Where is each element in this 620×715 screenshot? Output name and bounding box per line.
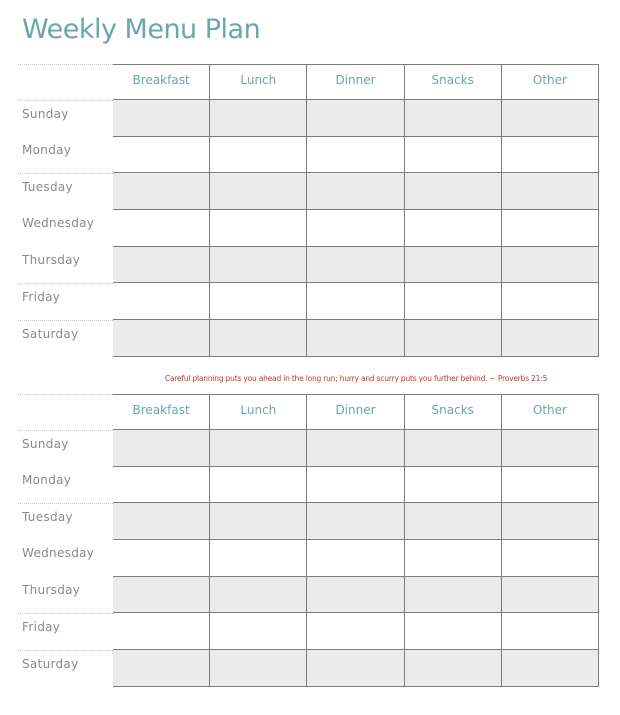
header-row bbox=[18, 64, 599, 100]
table-row bbox=[18, 320, 599, 357]
column-header-dinner: Dinner bbox=[307, 64, 404, 100]
column-header-snacks: Snacks bbox=[405, 394, 502, 430]
meal-cell[interactable] bbox=[405, 247, 502, 284]
day-label-tuesday: Tuesday bbox=[18, 503, 113, 540]
day-label-monday: Monday bbox=[22, 142, 72, 157]
meal-cell[interactable] bbox=[405, 503, 502, 540]
day-label-wednesday: Wednesday bbox=[22, 546, 95, 561]
meal-cell[interactable] bbox=[113, 577, 210, 614]
meal-cell[interactable] bbox=[113, 247, 210, 284]
meal-cell[interactable] bbox=[307, 137, 404, 174]
menu-plan-week-1 bbox=[18, 64, 599, 357]
meal-cell[interactable] bbox=[210, 577, 307, 614]
day-label-tuesday: Tuesday bbox=[18, 173, 113, 210]
meal-cell[interactable] bbox=[113, 503, 210, 540]
column-header-other: Other bbox=[502, 394, 599, 430]
meal-cell[interactable] bbox=[113, 613, 210, 650]
day-label-sunday: Sunday bbox=[18, 430, 113, 467]
meal-cell[interactable] bbox=[502, 320, 599, 357]
meal-cell[interactable] bbox=[210, 173, 307, 210]
meal-cell[interactable] bbox=[405, 613, 502, 650]
meal-cell[interactable] bbox=[307, 100, 404, 137]
day-label-sunday: Sunday bbox=[18, 100, 113, 137]
table-row bbox=[18, 283, 599, 320]
meal-cell[interactable] bbox=[502, 247, 599, 284]
table-row bbox=[18, 247, 599, 284]
menu-plan-week-2 bbox=[18, 394, 599, 687]
meal-cell[interactable] bbox=[307, 540, 404, 577]
meal-cell[interactable] bbox=[307, 173, 404, 210]
meal-cell[interactable] bbox=[210, 467, 307, 504]
meal-cell[interactable] bbox=[502, 173, 599, 210]
table-row bbox=[18, 100, 599, 137]
meal-cell[interactable] bbox=[307, 320, 404, 357]
header-corner bbox=[18, 394, 113, 430]
table-row bbox=[18, 577, 599, 614]
table-row bbox=[18, 210, 599, 247]
table-row bbox=[18, 173, 599, 210]
table-row bbox=[18, 467, 599, 504]
meal-cell[interactable] bbox=[113, 173, 210, 210]
proverb-quote: Careful planning puts you ahead in the long run; hurry and scurry puts you further behind. ~ Proverbs 21:5 bbox=[164, 374, 548, 383]
table-row bbox=[18, 430, 599, 467]
meal-cell[interactable] bbox=[405, 540, 502, 577]
header-row bbox=[18, 394, 599, 430]
day-label-friday: Friday bbox=[18, 283, 113, 320]
meal-cell[interactable] bbox=[307, 503, 404, 540]
meal-cell[interactable] bbox=[502, 137, 599, 174]
meal-cell[interactable] bbox=[113, 137, 210, 174]
meal-cell[interactable] bbox=[502, 540, 599, 577]
meal-cell[interactable] bbox=[307, 283, 404, 320]
meal-cell[interactable] bbox=[405, 137, 502, 174]
meal-cell[interactable] bbox=[502, 283, 599, 320]
meal-cell[interactable] bbox=[502, 613, 599, 650]
meal-cell[interactable] bbox=[307, 467, 404, 504]
meal-cell[interactable] bbox=[502, 467, 599, 504]
page-title: Weekly Menu Plan bbox=[22, 14, 261, 45]
meal-cell[interactable] bbox=[502, 503, 599, 540]
meal-cell[interactable] bbox=[210, 320, 307, 357]
meal-cell[interactable] bbox=[502, 650, 599, 687]
column-header-lunch: Lunch bbox=[210, 64, 307, 100]
column-header-snacks: Snacks bbox=[405, 64, 502, 100]
meal-cell[interactable] bbox=[502, 210, 599, 247]
meal-cell[interactable] bbox=[210, 540, 307, 577]
meal-cell[interactable] bbox=[307, 650, 404, 687]
table-row bbox=[18, 137, 599, 174]
meal-cell[interactable] bbox=[307, 247, 404, 284]
column-header-lunch: Lunch bbox=[210, 394, 307, 430]
meal-cell[interactable] bbox=[307, 613, 404, 650]
meal-cell[interactable] bbox=[210, 430, 307, 467]
header-corner bbox=[18, 64, 113, 100]
table-row bbox=[18, 540, 599, 577]
meal-cell[interactable] bbox=[113, 320, 210, 357]
day-label-thursday: Thursday bbox=[22, 582, 81, 597]
meal-cell[interactable] bbox=[405, 320, 502, 357]
meal-cell[interactable] bbox=[113, 650, 210, 687]
meal-cell[interactable] bbox=[502, 577, 599, 614]
day-label-saturday: Saturday bbox=[18, 320, 113, 357]
meal-cell[interactable] bbox=[210, 283, 307, 320]
meal-cell[interactable] bbox=[405, 467, 502, 504]
meal-cell[interactable] bbox=[210, 210, 307, 247]
column-header-breakfast: Breakfast bbox=[113, 394, 210, 430]
meal-cell[interactable] bbox=[210, 247, 307, 284]
meal-cell[interactable] bbox=[113, 100, 210, 137]
day-label-saturday: Saturday bbox=[18, 650, 113, 687]
table-row bbox=[18, 613, 599, 650]
meal-cell[interactable] bbox=[502, 430, 599, 467]
meal-cell[interactable] bbox=[210, 613, 307, 650]
meal-cell[interactable] bbox=[210, 650, 307, 687]
meal-cell[interactable] bbox=[113, 467, 210, 504]
meal-cell[interactable] bbox=[210, 503, 307, 540]
table-row bbox=[18, 503, 599, 540]
meal-cell[interactable] bbox=[210, 137, 307, 174]
meal-cell[interactable] bbox=[307, 210, 404, 247]
day-label-thursday: Thursday bbox=[22, 252, 81, 267]
column-header-other: Other bbox=[502, 64, 599, 100]
column-header-breakfast: Breakfast bbox=[113, 64, 210, 100]
meal-cell[interactable] bbox=[405, 100, 502, 137]
meal-cell[interactable] bbox=[307, 430, 404, 467]
meal-cell[interactable] bbox=[113, 540, 210, 577]
meal-cell[interactable] bbox=[307, 577, 404, 614]
column-header-dinner: Dinner bbox=[307, 394, 404, 430]
meal-cell[interactable] bbox=[405, 283, 502, 320]
meal-cell[interactable] bbox=[113, 283, 210, 320]
table-row bbox=[18, 650, 599, 687]
meal-cell[interactable] bbox=[113, 210, 210, 247]
meal-cell[interactable] bbox=[210, 100, 307, 137]
day-label-monday: Monday bbox=[22, 472, 72, 487]
meal-cell[interactable] bbox=[405, 210, 502, 247]
day-label-wednesday: Wednesday bbox=[22, 216, 95, 231]
meal-cell[interactable] bbox=[405, 430, 502, 467]
meal-cell[interactable] bbox=[502, 100, 599, 137]
meal-cell[interactable] bbox=[405, 577, 502, 614]
meal-cell[interactable] bbox=[113, 430, 210, 467]
meal-cell[interactable] bbox=[405, 650, 502, 687]
meal-cell[interactable] bbox=[405, 173, 502, 210]
day-label-friday: Friday bbox=[18, 613, 113, 650]
